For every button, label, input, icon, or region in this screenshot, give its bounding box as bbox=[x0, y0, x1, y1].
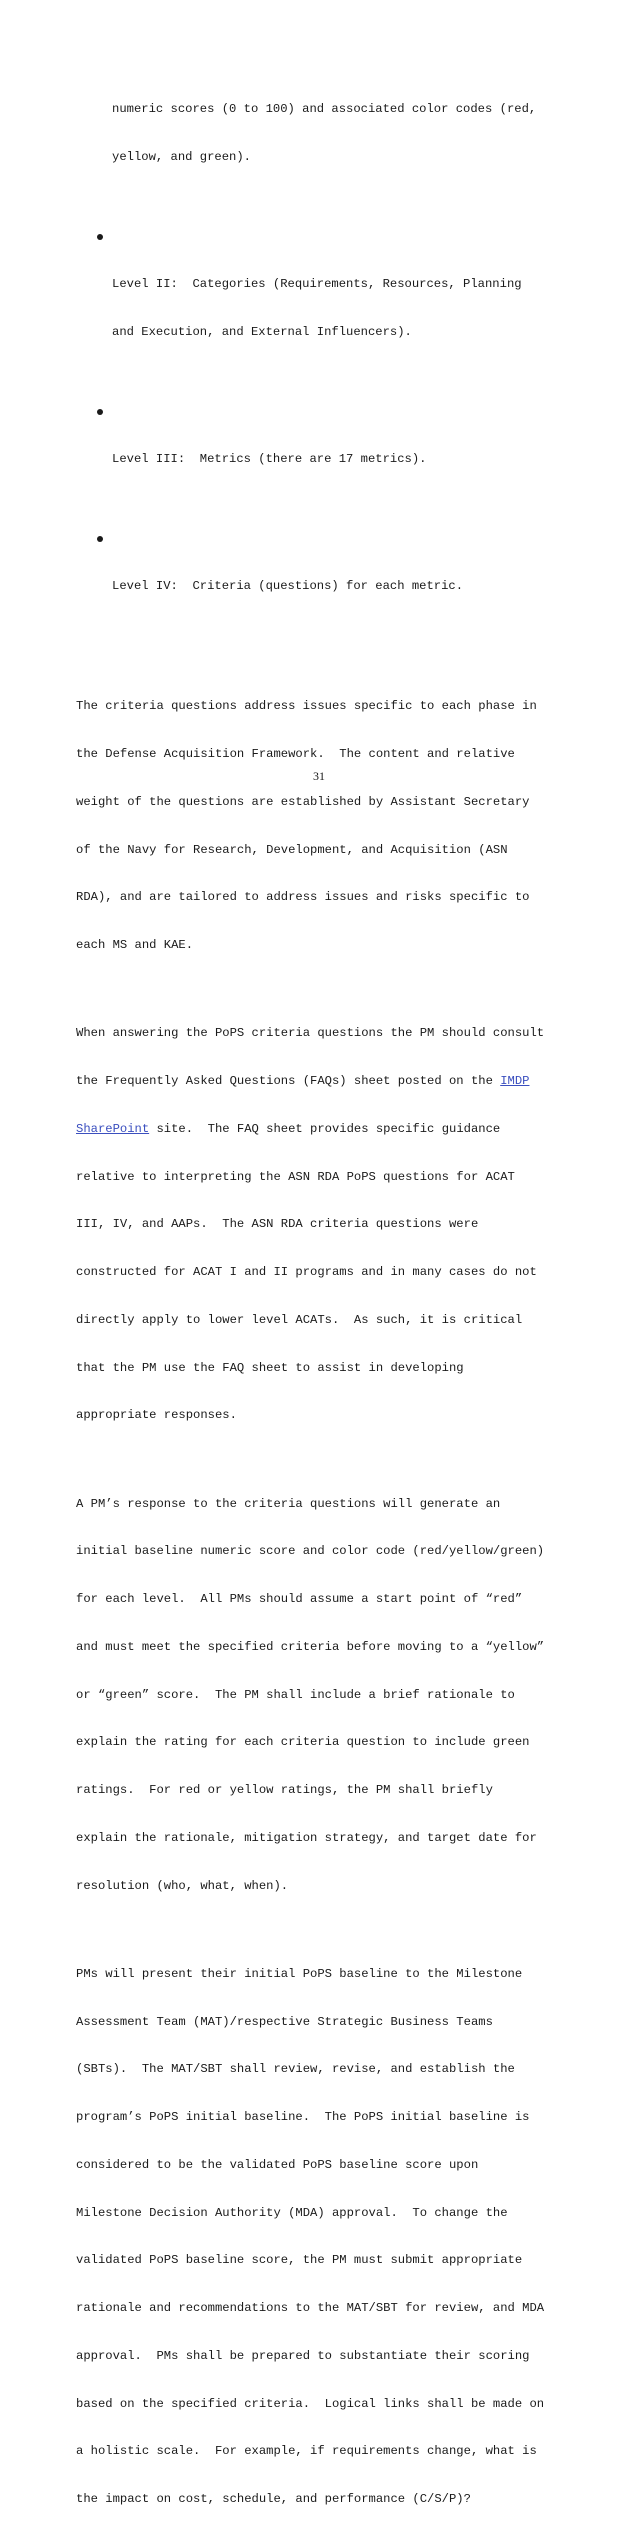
text-line: rationale and recommendations to the MAT/SBT for review, and MDA bbox=[76, 2301, 545, 2316]
text-line: numeric scores (0 to 100) and associated color codes (red, bbox=[112, 101, 537, 116]
list-item-level-4 bbox=[76, 531, 576, 626]
text-line: approval. PMs shall be prepared to substantiate their scoring bbox=[76, 2348, 530, 2363]
text-line: and Execution, and External Influencers). bbox=[112, 324, 412, 339]
text-line: Level IV: Criteria (questions) for each metric. bbox=[112, 579, 464, 593]
text-line: Level III: Metrics (there are 17 metrics). bbox=[112, 451, 427, 466]
text-span: the Frequently Asked Questions (FAQs) sheet posted on the bbox=[76, 1074, 501, 1089]
text-line: the Defense Acquisition Framework. The content and relative bbox=[76, 747, 515, 762]
text-line: validated PoPS baseline score, the PM must submit appropriate bbox=[76, 2253, 523, 2268]
text-line: initial baseline numeric score and color code (red/yellow/green) bbox=[76, 1544, 545, 1559]
page-number: 31 bbox=[313, 769, 325, 783]
text-line: of the Navy for Research, Development, and Acquisition (ASN bbox=[76, 842, 508, 857]
bullet-icon bbox=[97, 536, 103, 542]
text-line: each MS and KAE. bbox=[76, 937, 194, 952]
text-line: a holistic scale. For example, if requirements change, what is bbox=[76, 2444, 537, 2459]
text-line: III, IV, and AAPs. The ASN RDA criteria questions were bbox=[76, 1217, 479, 1232]
text-line: PMs will present their initial PoPS baseline to the Milestone bbox=[76, 1967, 523, 1982]
text-line bbox=[76, 1074, 576, 1090]
text-line: directly apply to lower level ACATs. As such, it is critical bbox=[76, 1312, 523, 1327]
bullet-icon bbox=[97, 409, 103, 415]
list-item-level-2 bbox=[76, 229, 576, 372]
text-line: considered to be the validated PoPS baseline score upon bbox=[76, 2157, 479, 2172]
text-line: the impact on cost, schedule, and performance (C/S/P)? bbox=[76, 2491, 471, 2506]
text-line: Level II: Categories (Requirements, Resources, Planning bbox=[112, 276, 522, 291]
text-line: weight of the questions are established by Assistant Secretary bbox=[76, 794, 530, 809]
text-line: When answering the PoPS criteria questions the PM should consult bbox=[76, 1026, 545, 1041]
text-line: appropriate responses. bbox=[76, 1408, 237, 1423]
paragraph-baseline bbox=[76, 1935, 576, 2539]
text-line: yellow, and green). bbox=[112, 149, 251, 164]
text-line: that the PM use the FAQ sheet to assist in developing bbox=[76, 1360, 464, 1375]
text-line: ratings. For red or yellow ratings, the PM shall briefly bbox=[76, 1783, 493, 1798]
paragraph-response bbox=[76, 1465, 576, 1926]
paragraph-criteria bbox=[76, 668, 576, 986]
text-line: resolution (who, what, when). bbox=[76, 1878, 289, 1893]
text-line: explain the rationale, mitigation strategy, and target date for bbox=[76, 1830, 537, 1845]
text-line: based on the specified criteria. Logical links shall be made on bbox=[76, 2396, 545, 2411]
text-line: program’s PoPS initial baseline. The PoPS initial baseline is bbox=[76, 2110, 530, 2125]
imdp-sharepoint-link-continued[interactable]: SharePoint bbox=[76, 1121, 150, 1136]
text-line: constructed for ACAT I and II programs and in many cases do not bbox=[76, 1265, 537, 1280]
document-page bbox=[76, 70, 576, 2540]
list-item-level-3 bbox=[76, 404, 576, 499]
text-line: or “green” score. The PM shall include a brief rationale to bbox=[76, 1687, 515, 1702]
text-line: (SBTs). The MAT/SBT shall review, revise, and establish the bbox=[76, 2062, 515, 2077]
bullet-icon bbox=[97, 234, 103, 240]
text-line: Assessment Team (MAT)/respective Strategic Business Teams bbox=[76, 2014, 493, 2029]
text-line: RDA), and are tailored to address issues and risks specific to bbox=[76, 890, 530, 905]
text-span: site. The FAQ sheet provides specific guidance bbox=[149, 1121, 501, 1136]
text-line bbox=[76, 1122, 576, 1138]
text-line: The criteria questions address issues specific to each phase in bbox=[76, 699, 537, 714]
text-line: and must meet the specified criteria before moving to a “yellow” bbox=[76, 1639, 545, 1654]
paragraph-faq bbox=[76, 995, 576, 1456]
text-line: for each level. All PMs should assume a start point of “red” bbox=[76, 1592, 523, 1607]
imdp-sharepoint-link[interactable]: IMDP bbox=[500, 1074, 530, 1089]
level-list bbox=[76, 197, 576, 658]
text-line: relative to interpreting the ASN RDA PoPS questions for ACAT bbox=[76, 1169, 515, 1184]
text-line: Milestone Decision Authority (MDA) approval. To change the bbox=[76, 2205, 508, 2220]
text-line: A PM’s response to the criteria questions will generate an bbox=[76, 1496, 501, 1511]
text-line: explain the rating for each criteria question to include green bbox=[76, 1735, 530, 1750]
bullet-continuation bbox=[76, 70, 576, 197]
